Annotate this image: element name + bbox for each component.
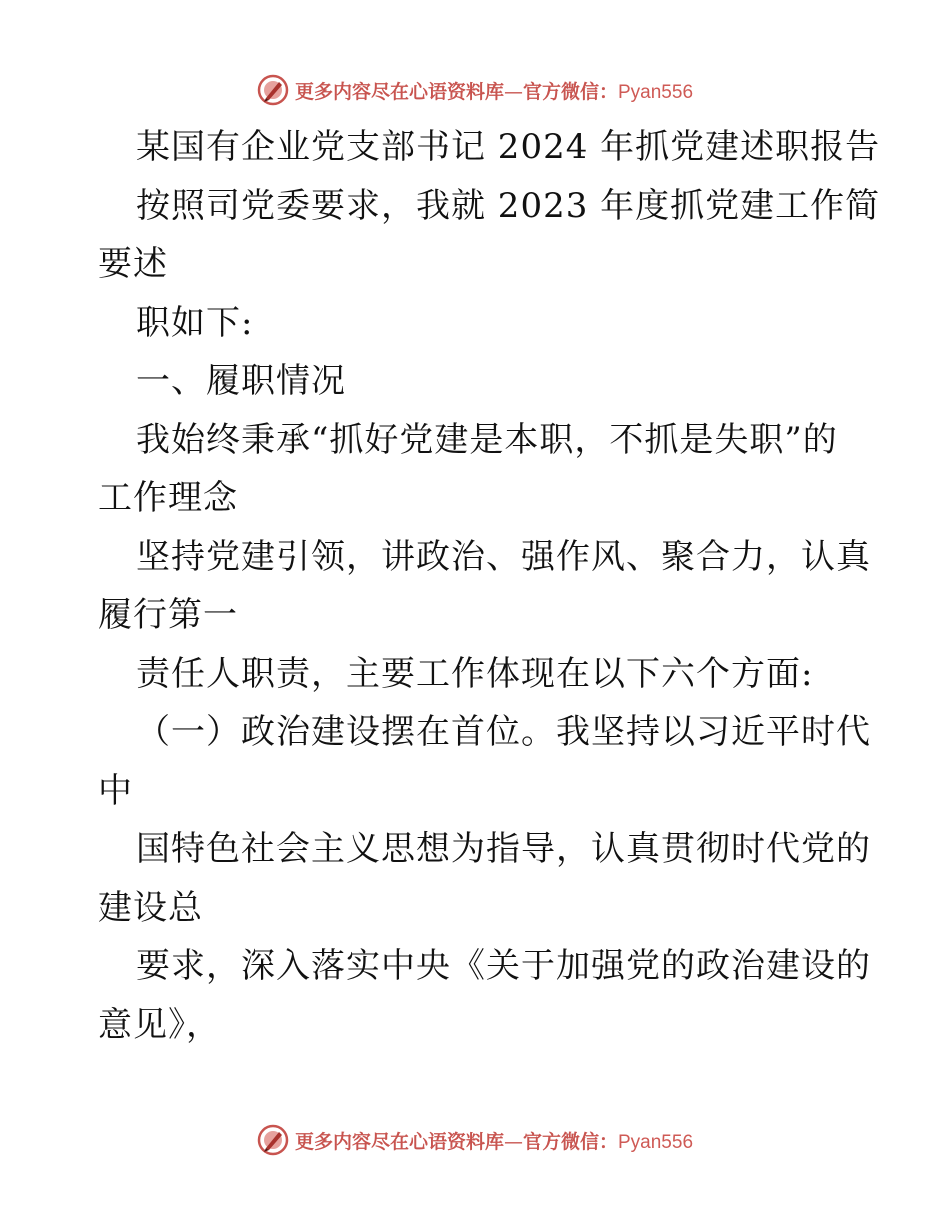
text-line: 国特色社会主义思想为指导，认真贯彻时代党的 bbox=[136, 829, 871, 869]
text-line: 要求，深入落实中央《关于加强党的政治建设的 bbox=[136, 946, 871, 986]
banner-slogan: 更多内容尽在心语资料库 bbox=[294, 80, 504, 103]
text-line: 建设总 bbox=[98, 887, 203, 928]
text-line: 中 bbox=[98, 770, 133, 811]
banner-text bbox=[295, 77, 693, 104]
banner-dash: — bbox=[503, 1130, 523, 1153]
document-body bbox=[98, 118, 881, 1054]
banner-text bbox=[295, 1127, 693, 1154]
text-line: 按照司党委要求，我就 2023 年度抓党建工作简 bbox=[136, 185, 881, 226]
banner-wechat-id: Pyan556 bbox=[618, 1131, 694, 1153]
red-seal-pen-icon bbox=[257, 1124, 289, 1156]
banner-wechat-label: 官方微信： bbox=[522, 1130, 618, 1153]
text-line: 履行第一 bbox=[98, 595, 238, 635]
banner-wechat-label: 官方微信： bbox=[522, 80, 618, 103]
text-line: 某国有企业党支部书记 2024 年抓党建述职报告 bbox=[136, 127, 881, 167]
header-banner bbox=[0, 70, 950, 110]
red-seal-pen-icon bbox=[257, 74, 289, 106]
text-line: 意见》， bbox=[98, 1004, 221, 1045]
footer-banner bbox=[0, 1120, 950, 1160]
text-line: 坚持党建引领，讲政治、强作风、聚合力，认真 bbox=[136, 536, 871, 577]
text-line: 职如下: bbox=[136, 302, 254, 343]
text-line: 一、履职情况 bbox=[136, 361, 346, 401]
text-line: 要述 bbox=[98, 244, 168, 284]
text-line: 我始终秉承“抓好党建是本职，不抓是失职”的 bbox=[136, 419, 838, 460]
text-line: （一）政治建设摆在首位。我坚持以习近平时代 bbox=[136, 712, 871, 752]
banner-wechat-id: Pyan556 bbox=[618, 81, 694, 103]
text-line: 责任人职责，主要工作体现在以下六个方面: bbox=[136, 653, 814, 694]
banner-slogan: 更多内容尽在心语资料库 bbox=[294, 1130, 504, 1153]
banner-dash: — bbox=[503, 80, 523, 103]
text-line: 工作理念 bbox=[98, 478, 238, 518]
